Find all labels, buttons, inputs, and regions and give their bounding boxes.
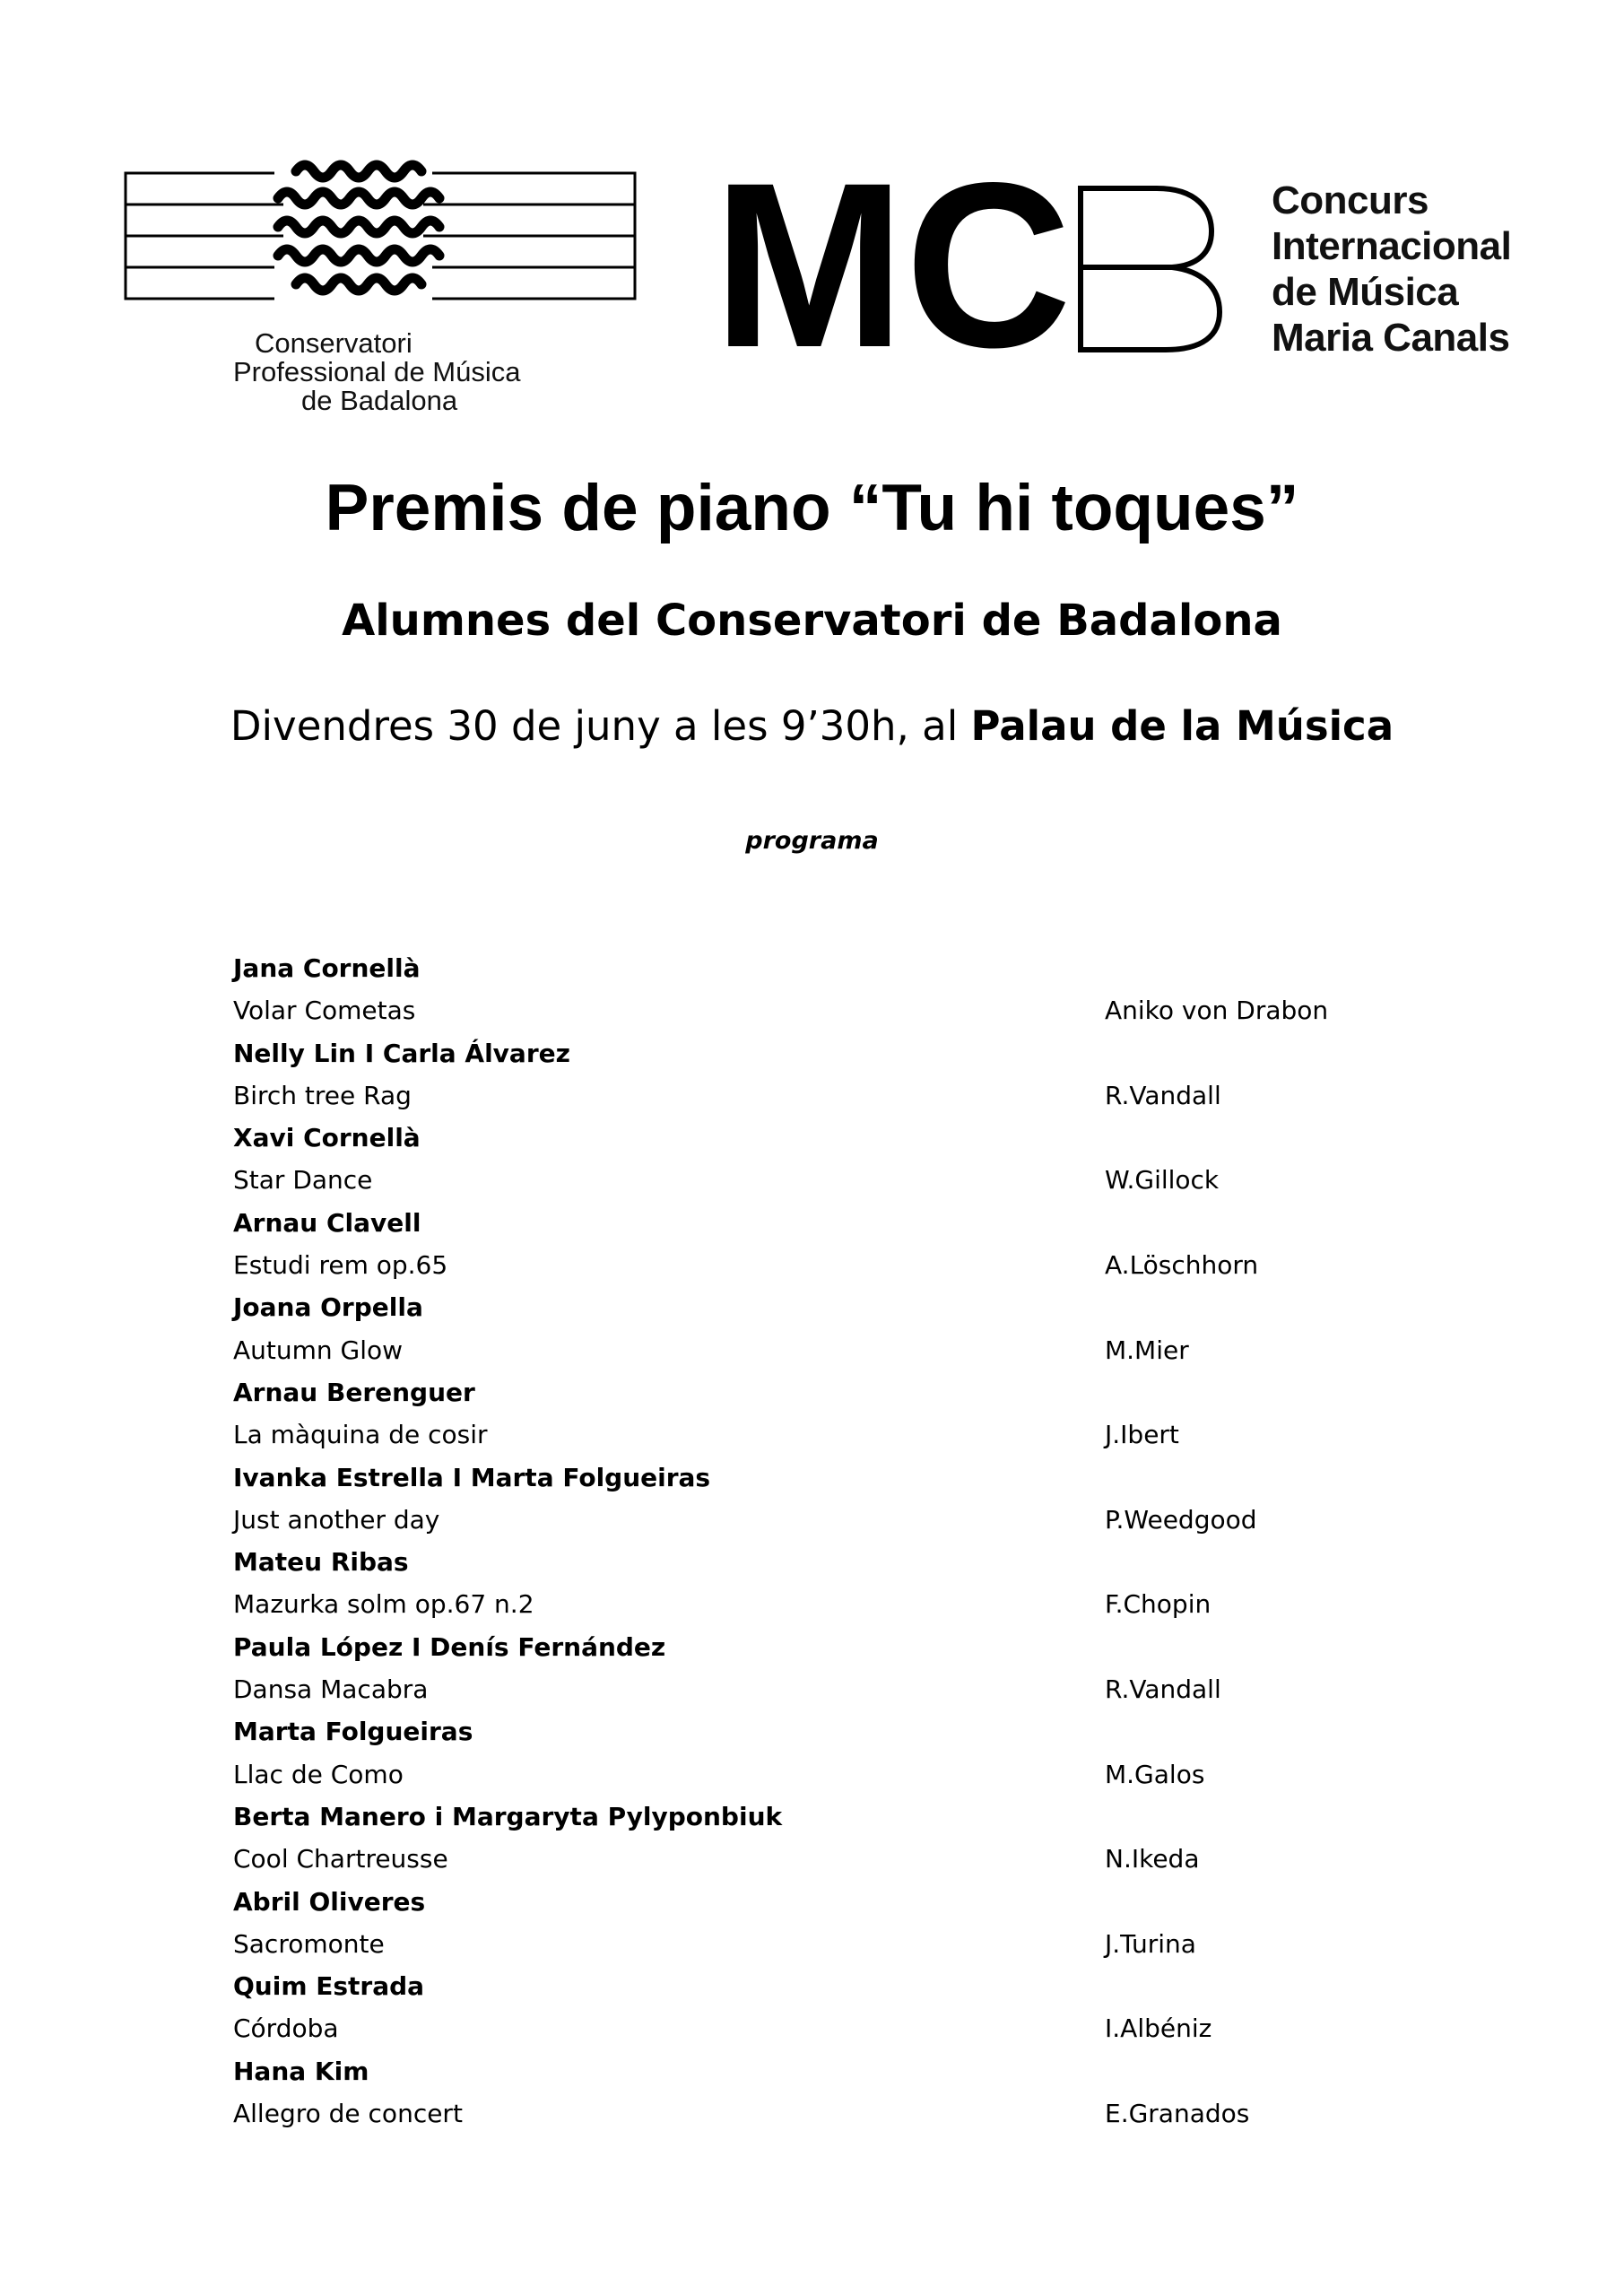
mcb-line-1: Concurs <box>1272 178 1429 222</box>
composer: P.Weedgood <box>1105 1504 1257 1535</box>
dateline-prefix: Divendres 30 de juny a les 9’30h, al <box>230 702 971 750</box>
piece-title: Star Dance <box>233 1165 373 1196</box>
programme-entry <box>233 1710 1399 1796</box>
piece-title: Llac de Como <box>233 1759 404 1789</box>
composer: R.Vandall <box>1105 1674 1221 1705</box>
programme-entry <box>233 1286 1399 1371</box>
piece-row <box>233 1413 1399 1456</box>
conservatori-line-3: de Badalona <box>301 385 458 416</box>
piece-title: Sacromonte <box>233 1928 385 1959</box>
composer: W.Gillock <box>1105 1165 1220 1196</box>
page-title: Premis de piano “Tu hi toques” <box>325 472 1299 544</box>
page-subtitle: Alumnes del Conservatori de Badalona <box>342 596 1282 646</box>
mcb-line-3: de Música <box>1272 270 1459 314</box>
performer: Ivanka Estrella I Marta Folgueiras <box>233 1462 711 1492</box>
piece-title: Just another day <box>233 1504 440 1535</box>
performer: Berta Manero i Margaryta Pylyponbiuk <box>233 1801 783 1831</box>
performer: Arnau Berenguer <box>233 1377 475 1407</box>
programme-entry <box>233 2050 1399 2135</box>
composer: E.Granados <box>1105 2099 1250 2129</box>
conservatori-line-1: Conservatori <box>255 327 413 359</box>
svg-text:MC: MC <box>713 178 1072 357</box>
performer: Hana Kim <box>233 2056 369 2086</box>
composer: F.Chopin <box>1105 1589 1211 1620</box>
mcb-line-4: Maria Canals <box>1272 316 1510 360</box>
piece-row <box>233 1499 1399 1541</box>
composer: R.Vandall <box>1105 1080 1221 1110</box>
piece-row <box>233 989 1399 1031</box>
programme-entry <box>233 1032 1399 1118</box>
piece-title: Volar Cometas <box>233 996 416 1026</box>
programme-entry <box>233 1796 1399 1881</box>
programme-entry <box>233 947 1399 1032</box>
mcb-competition-name <box>1272 178 1511 361</box>
piece-row <box>233 1583 1399 1625</box>
piece-title: Cool Chartreusse <box>233 1844 448 1874</box>
programme-entry <box>233 1881 1399 1966</box>
piece-row <box>233 1753 1399 1796</box>
programme-list <box>233 947 1399 2135</box>
piece-row <box>233 1159 1399 1201</box>
programme-entry <box>233 1371 1399 1457</box>
piece-title: Estudi rem op.65 <box>233 1250 448 1281</box>
programme-entry <box>233 1965 1399 2050</box>
performer: Paula López I Denís Fernández <box>233 1631 666 1662</box>
performer: Marta Folgueiras <box>233 1717 473 1747</box>
conservatori-line-2: Professional de Música <box>233 356 521 387</box>
piece-title: Mazurka solm op.67 n.2 <box>233 1589 534 1620</box>
performer: Joana Orpella <box>233 1292 423 1323</box>
piece-title: Autumn Glow <box>233 1335 404 1365</box>
piece-title: Córdoba <box>233 2013 339 2044</box>
performer: Nelly Lin I Carla Álvarez <box>233 1038 570 1068</box>
programme-entry <box>233 1117 1399 1202</box>
piece-row <box>233 1923 1399 1965</box>
piece-title: La màquina de cosir <box>233 1420 488 1450</box>
piece-title: Allegro de concert <box>233 2099 463 2129</box>
piece-title: Dansa Macabra <box>233 1674 429 1705</box>
performer: Abril Oliveres <box>233 1886 426 1917</box>
conservatori-name <box>233 329 556 415</box>
composer: I.Albéniz <box>1105 2013 1212 2044</box>
composer: M.Mier <box>1105 1335 1189 1365</box>
dateline-venue: Palau de la Música <box>970 702 1394 750</box>
piece-row <box>233 2092 1399 2135</box>
performer: Quim Estrada <box>233 1971 425 2002</box>
composer: J.Ibert <box>1105 1420 1179 1450</box>
mcb-logo <box>713 178 1224 361</box>
performer: Jana Cornellà <box>233 953 421 983</box>
composer: N.Ikeda <box>1105 1844 1200 1874</box>
performer: Mateu Ribas <box>233 1547 409 1578</box>
event-dateline <box>0 700 1624 753</box>
piece-title: Birch tree Rag <box>233 1080 412 1110</box>
conservatori-emblem <box>124 139 637 318</box>
piece-row <box>233 1329 1399 1371</box>
mcb-letters <box>713 178 1224 357</box>
mcb-line-2: Internacional <box>1272 224 1512 268</box>
piece-row <box>233 1668 1399 1710</box>
composer: M.Galos <box>1105 1759 1205 1789</box>
programme-entry <box>233 1457 1399 1542</box>
piece-row <box>233 2007 1399 2049</box>
piece-row <box>233 1838 1399 1880</box>
piece-row <box>233 1074 1399 1117</box>
piece-row <box>233 1244 1399 1286</box>
programme-entry <box>233 1541 1399 1626</box>
composer: A.Löschhorn <box>1105 1250 1259 1281</box>
conservatori-logo <box>124 139 637 416</box>
composer: J.Turina <box>1105 1928 1196 1959</box>
programa-heading: programa <box>745 827 879 855</box>
performer: Arnau Clavell <box>233 1207 421 1238</box>
composer: Aniko von Drabon <box>1105 996 1329 1026</box>
programme-entry <box>233 1202 1399 1287</box>
programme-entry <box>233 1626 1399 1711</box>
performer: Xavi Cornellà <box>233 1123 421 1153</box>
